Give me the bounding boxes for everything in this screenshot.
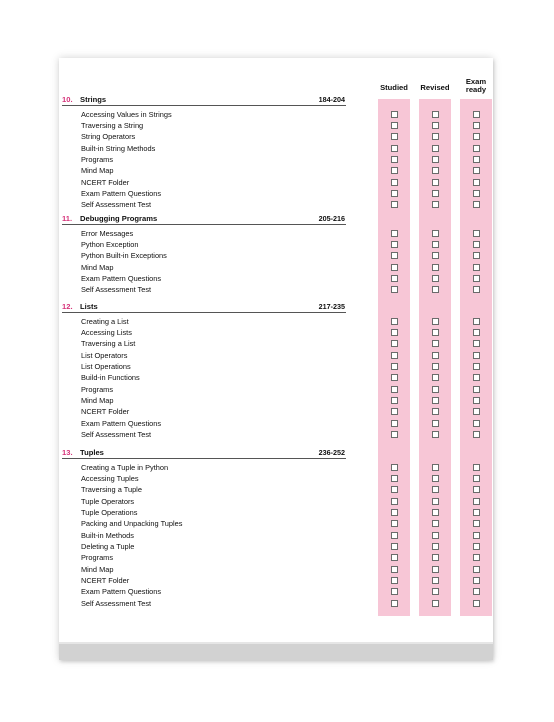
chapter-header	[62, 448, 346, 459]
chapter-number: 10.	[62, 95, 73, 104]
studied-checkbox[interactable]	[391, 190, 398, 197]
topic-label: Python Built-in Exceptions	[81, 251, 167, 261]
topic-label: Creating a List	[81, 316, 129, 326]
exam-ready-checkbox[interactable]	[473, 252, 480, 259]
revised-checkbox[interactable]	[432, 374, 439, 381]
revised-checkbox[interactable]	[432, 420, 439, 427]
revised-checkbox[interactable]	[432, 179, 439, 186]
topic-label: Programs	[81, 154, 114, 164]
revised-checkbox[interactable]	[432, 122, 439, 129]
exam-ready-checkbox[interactable]	[473, 420, 480, 427]
topic-label: String Operators	[81, 132, 136, 142]
studied-checkbox[interactable]	[391, 318, 398, 325]
revised-checkbox[interactable]	[432, 167, 439, 174]
topic-label: Built-in Methods	[81, 530, 134, 540]
topic-label: Mind Map	[81, 166, 114, 176]
topic-label: Programs	[81, 553, 114, 563]
exam-ready-checkbox[interactable]	[473, 340, 480, 347]
revised-checkbox[interactable]	[432, 543, 439, 550]
topic-label: Exam Pattern Questions	[81, 188, 162, 198]
studied-checkbox[interactable]	[391, 386, 398, 393]
chapter-title: Lists	[80, 302, 98, 311]
exam-ready-checkbox[interactable]	[473, 190, 480, 197]
studied-checkbox[interactable]	[391, 329, 398, 336]
exam-ready-checkbox[interactable]	[473, 264, 480, 271]
exam-ready-checkbox[interactable]	[473, 275, 480, 282]
studied-checkbox[interactable]	[391, 532, 398, 539]
studied-checkbox[interactable]	[391, 286, 398, 293]
studied-checkbox[interactable]	[391, 122, 398, 129]
topic-label: Exam Pattern Questions	[81, 273, 162, 283]
exam-ready-checkbox[interactable]	[473, 329, 480, 336]
topic-label: Error Messages	[81, 228, 134, 238]
studied-checkbox[interactable]	[391, 498, 398, 505]
topic-label: Programs	[81, 384, 114, 394]
revised-checkbox[interactable]	[432, 252, 439, 259]
studied-checkbox[interactable]	[391, 264, 398, 271]
revised-checkbox[interactable]	[432, 408, 439, 415]
revised-checkbox[interactable]	[432, 600, 439, 607]
topic-label: Tuple Operations	[81, 507, 138, 517]
exam-ready-checkbox[interactable]	[473, 145, 480, 152]
exam-ready-checkbox[interactable]	[473, 520, 480, 527]
exam-ready-checkbox[interactable]	[473, 397, 480, 404]
exam-ready-checkbox[interactable]	[473, 201, 480, 208]
bottom-band	[59, 642, 493, 660]
exam-ready-checkbox[interactable]	[473, 532, 480, 539]
studied-checkbox[interactable]	[391, 340, 398, 347]
exam-ready-checkbox[interactable]	[473, 122, 480, 129]
studied-checkbox[interactable]	[391, 486, 398, 493]
exam-ready-checkbox[interactable]	[473, 486, 480, 493]
exam-ready-checkbox[interactable]	[473, 230, 480, 237]
studied-checkbox[interactable]	[391, 230, 398, 237]
topic-label: Accessing Tuples	[81, 473, 139, 483]
topic-label: NCERT Folder	[81, 407, 130, 417]
studied-checkbox[interactable]	[391, 475, 398, 482]
chapter-number: 11.	[62, 214, 73, 223]
chapter-page-range: 217-235	[318, 302, 345, 311]
topic-label: Exam Pattern Questions	[81, 587, 162, 597]
studied-checkbox[interactable]	[391, 201, 398, 208]
exam-ready-checkbox[interactable]	[473, 241, 480, 248]
exam-ready-checkbox[interactable]	[473, 577, 480, 584]
topic-label: Build-in Functions	[81, 373, 140, 383]
exam-ready-checkbox[interactable]	[473, 111, 480, 118]
exam-ready-checkbox[interactable]	[473, 509, 480, 516]
revised-checkbox[interactable]	[432, 352, 439, 359]
exam-ready-checkbox[interactable]	[473, 374, 480, 381]
topic-label: Self Assessment Test	[81, 200, 152, 210]
topic-label: Accessing Values in Strings	[81, 109, 172, 119]
studied-checkbox[interactable]	[391, 408, 398, 415]
revised-checkbox[interactable]	[432, 520, 439, 527]
studied-checkbox[interactable]	[391, 566, 398, 573]
topic-label: List Operators	[81, 350, 128, 360]
topic-label: Exam Pattern Questions	[81, 418, 162, 428]
revised-checkbox[interactable]	[432, 275, 439, 282]
topic-label: Tuple Operators	[81, 496, 135, 506]
topic-label: Self Assessment Test	[81, 598, 152, 608]
exam-ready-checkbox[interactable]	[473, 431, 480, 438]
chapter-number: 12.	[62, 302, 73, 311]
exam-ready-checkbox[interactable]	[473, 475, 480, 482]
revised-checkbox[interactable]	[432, 588, 439, 595]
exam-ready-checkbox[interactable]	[473, 133, 480, 140]
revised-checkbox[interactable]	[432, 201, 439, 208]
revised-checkbox[interactable]	[432, 386, 439, 393]
topic-label: Python Exception	[81, 239, 139, 249]
revised-checkbox[interactable]	[432, 577, 439, 584]
studied-checkbox[interactable]	[391, 577, 398, 584]
revised-checkbox[interactable]	[432, 566, 439, 573]
chapter-page-range: 205-216	[318, 214, 345, 223]
revised-checkbox[interactable]	[432, 264, 439, 271]
topic-label: Mind Map	[81, 262, 114, 272]
revised-checkbox[interactable]	[432, 133, 439, 140]
revised-checkbox[interactable]	[432, 156, 439, 163]
studied-checkbox[interactable]	[391, 145, 398, 152]
studied-checkbox[interactable]	[391, 520, 398, 527]
studied-checkbox[interactable]	[391, 543, 398, 550]
topic-label: NCERT Folder	[81, 177, 130, 187]
revised-checkbox[interactable]	[432, 486, 439, 493]
revised-checkbox[interactable]	[432, 464, 439, 471]
revised-checkbox[interactable]	[432, 397, 439, 404]
studied-checkbox[interactable]	[391, 252, 398, 259]
revised-checkbox[interactable]	[432, 532, 439, 539]
studied-checkbox[interactable]	[391, 374, 398, 381]
studied-checkbox[interactable]	[391, 554, 398, 561]
revised-checkbox[interactable]	[432, 241, 439, 248]
topic-label: Self Assessment Test	[81, 285, 152, 295]
studied-checkbox[interactable]	[391, 509, 398, 516]
studied-checkbox[interactable]	[391, 588, 398, 595]
studied-checkbox[interactable]	[391, 275, 398, 282]
studied-checkbox[interactable]	[391, 600, 398, 607]
checklist-page	[59, 58, 493, 660]
topic-label: Mind Map	[81, 564, 114, 574]
exam-ready-checkbox[interactable]	[473, 566, 480, 573]
topic-label: Traversing a List	[81, 339, 136, 349]
revised-checkbox[interactable]	[432, 145, 439, 152]
exam-ready-checkbox[interactable]	[473, 286, 480, 293]
exam-ready-checkbox[interactable]	[473, 600, 480, 607]
chapter-header	[62, 214, 346, 225]
topic-label: Self Assessment Test	[81, 430, 152, 439]
topic-label: NCERT Folder	[81, 576, 130, 585]
chapter-title: Tuples	[80, 448, 104, 457]
chapter-header	[62, 95, 346, 106]
revised-checkbox[interactable]	[432, 230, 439, 237]
exam-ready-checkbox[interactable]	[473, 352, 480, 359]
studied-checkbox[interactable]	[391, 111, 398, 118]
topic-label: Traversing a String	[81, 120, 144, 130]
chapter-header	[62, 302, 346, 313]
exam-ready-checkbox[interactable]	[473, 543, 480, 550]
revised-checkbox[interactable]	[432, 329, 439, 336]
exam-ready-checkbox[interactable]	[473, 156, 480, 163]
exam-ready-checkbox[interactable]	[473, 318, 480, 325]
chapter-page-range: 236-252	[318, 448, 345, 457]
exam-ready-checkbox[interactable]	[473, 167, 480, 174]
revised-column-header: Revised	[420, 83, 450, 92]
revised-checkbox[interactable]	[432, 431, 439, 438]
chapter-page-range: 184-204	[318, 95, 345, 104]
studied-checkbox[interactable]	[391, 241, 398, 248]
studied-checkbox[interactable]	[391, 363, 398, 370]
exam-ready-checkbox[interactable]	[473, 363, 480, 370]
studied-checkbox[interactable]	[391, 420, 398, 427]
studied-checkbox[interactable]	[391, 397, 398, 404]
exam-ready-checkbox[interactable]	[473, 588, 480, 595]
exam-ready-checkbox[interactable]	[473, 179, 480, 186]
exam-ready-checkbox[interactable]	[473, 554, 480, 561]
revised-checkbox[interactable]	[432, 318, 439, 325]
exam-ready-checkbox[interactable]	[473, 386, 480, 393]
exam-ready-checkbox[interactable]	[473, 464, 480, 471]
studied-checkbox[interactable]	[391, 352, 398, 359]
topic-label: Traversing a Tuple	[81, 485, 142, 495]
topic-label: Built-in String Methods	[81, 143, 156, 153]
chapter-title: Strings	[80, 95, 107, 104]
revised-checkbox[interactable]	[432, 286, 439, 293]
studied-checkbox[interactable]	[391, 179, 398, 186]
revised-checkbox[interactable]	[432, 554, 439, 561]
studied-checkbox[interactable]	[391, 133, 398, 140]
exam-ready-checkbox[interactable]	[473, 498, 480, 505]
studied-checkbox[interactable]	[391, 167, 398, 174]
topic-label: Packing and Unpacking Tuples	[81, 519, 183, 529]
topic-label: List Operations	[81, 361, 131, 371]
exam-ready-checkbox[interactable]	[473, 408, 480, 415]
studied-column-header: Studied	[380, 83, 408, 92]
topic-label: Deleting a Tuple	[81, 541, 135, 551]
revised-checkbox[interactable]	[432, 475, 439, 482]
chapter-number: 13.	[62, 448, 73, 457]
revised-checkbox[interactable]	[432, 340, 439, 347]
topic-label: Creating a Tuple in Python	[81, 462, 169, 472]
topic-label: Accessing Lists	[81, 327, 132, 337]
chapter-list	[59, 58, 359, 618]
topic-label: Mind Map	[81, 395, 114, 405]
studied-checkbox[interactable]	[391, 156, 398, 163]
revised-checkbox[interactable]	[432, 498, 439, 505]
chapter-title: Debugging Programs	[80, 214, 158, 223]
studied-checkbox[interactable]	[391, 431, 398, 438]
revised-checkbox[interactable]	[432, 363, 439, 370]
revised-checkbox[interactable]	[432, 509, 439, 516]
revised-checkbox[interactable]	[432, 111, 439, 118]
revised-checkbox[interactable]	[432, 190, 439, 197]
exam-ready-column-header: Exam ready	[465, 77, 487, 94]
studied-checkbox[interactable]	[391, 464, 398, 471]
